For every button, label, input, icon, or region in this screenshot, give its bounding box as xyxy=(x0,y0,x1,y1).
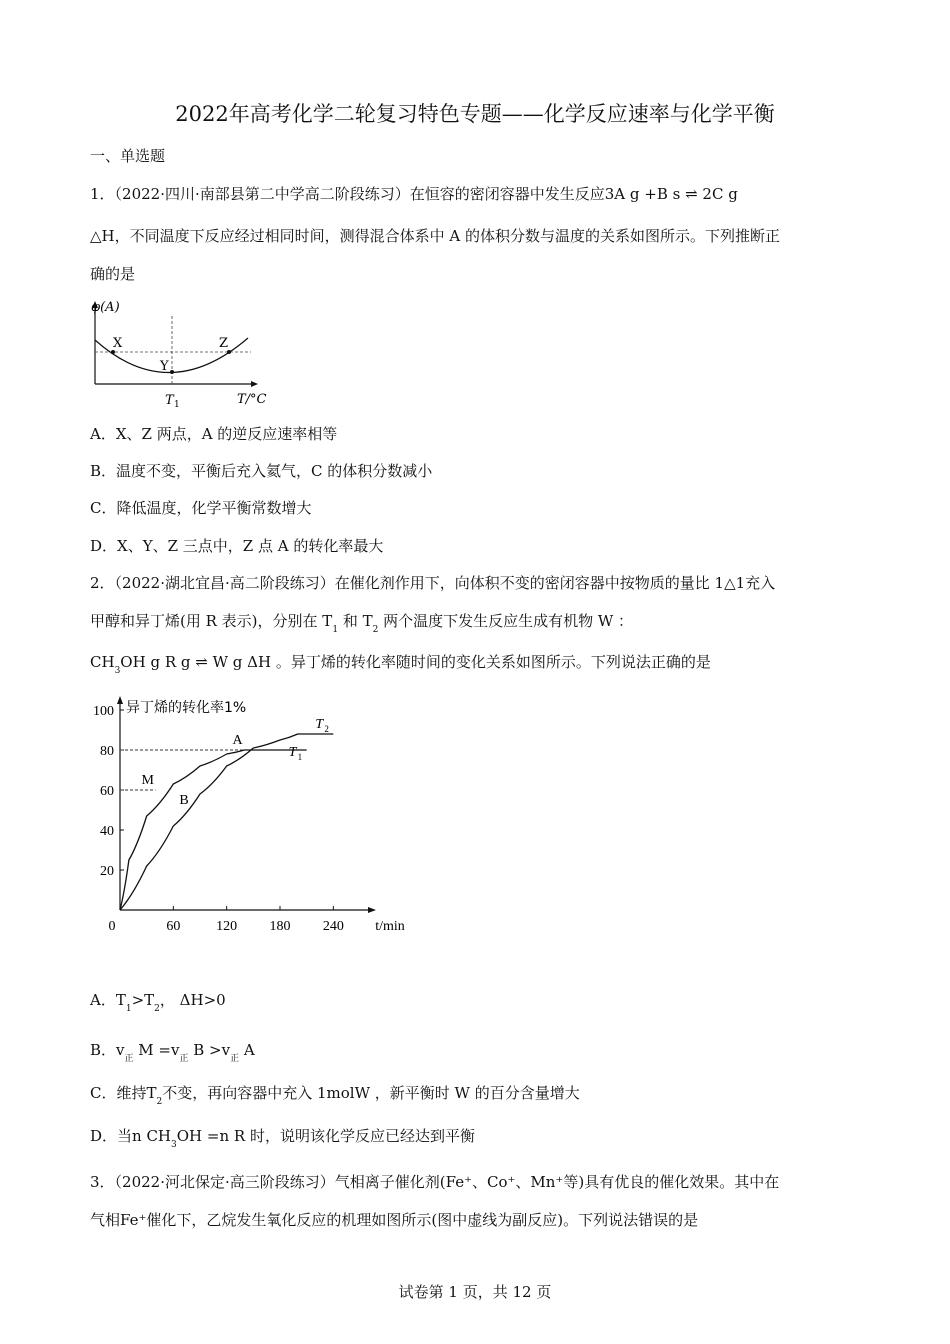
q2-line2-b: 和 T xyxy=(338,612,373,630)
q1-label-x: X xyxy=(113,336,123,351)
q1-option-d: D．X、Y、Z 三点中，Z 点 A 的转化率最大 xyxy=(90,537,384,555)
q2-option-c-sub: 2 xyxy=(156,1097,163,1107)
q1-line3: 确的是 xyxy=(90,265,136,283)
q1-figure xyxy=(85,296,275,414)
q2-series-label-t1: T xyxy=(288,745,297,760)
q2-series-label-t2: T xyxy=(315,717,324,732)
q2-chart-title: 异丁烯的转化率1% xyxy=(126,700,247,716)
q2-option-c-text: C．维持T xyxy=(90,1084,157,1102)
q2-option-c xyxy=(90,1083,580,1112)
q2-option-d-end: OH =n R 时，说明该化学反应已经达到平衡 xyxy=(176,1127,475,1145)
q1-point-y xyxy=(170,370,174,374)
q2-line3-a: CH xyxy=(90,653,115,671)
q1-label-z: Z xyxy=(219,336,229,351)
q2-point-label-b: B xyxy=(179,793,189,808)
q1-y-label: φ(A) xyxy=(91,300,120,315)
q2-option-a-text: A．T xyxy=(90,991,126,1009)
q2-option-b-mid2: B >v xyxy=(188,1041,231,1059)
q2-y-tick-label: 60 xyxy=(100,784,114,799)
q2-option-b-mid1: M =v xyxy=(133,1041,180,1059)
q2-y-tick-label: 20 xyxy=(100,864,114,879)
q2-x-tick-label: 60 xyxy=(166,919,181,934)
q2-point-label-a: A xyxy=(232,733,243,748)
q2-option-b xyxy=(90,1040,255,1069)
q1-line2: △H，不同温度下反应经过相同时间，测得混合体系中 A 的体积分数与温度的关系如图所示。下列推断正 xyxy=(90,227,780,245)
q2-y-arrow xyxy=(117,696,123,704)
q1-option-b: B．温度不变，平衡后充入氦气，C 的体积分数减小 xyxy=(90,462,433,480)
q2-option-b-end: A xyxy=(239,1041,255,1059)
q1-option-a: A．X、Z 两点，A 的逆反应速率相等 xyxy=(90,425,338,443)
q2-option-d-sub: 3 xyxy=(171,1140,177,1150)
q2-x-tick-label: 0 xyxy=(108,919,116,934)
q2-line2 xyxy=(90,611,633,640)
q2-option-d xyxy=(90,1126,475,1155)
q1-line1: 1．（2022·四川·南部县第二中学高二阶段练习）在恒容的密闭容器中发生反应3A g +B s ⇌ 2C g xyxy=(90,185,738,203)
q2-option-a-mid: >T xyxy=(131,991,155,1009)
q2-line2-a: 甲醇和异丁烯(用 R 表示)，分别在 T xyxy=(90,612,333,630)
q3-line1: 3．（2022·河北保定·高三阶段练习）气相离子催化剂(Fe⁺、Co⁺、Mn⁺等)具有优良的催化效果。其中在 xyxy=(90,1173,780,1191)
q2-option-a-sub1: 1 xyxy=(125,1004,132,1014)
q2-option-a-sub2: 2 xyxy=(154,1004,160,1014)
section-heading: 一、单选题 xyxy=(90,147,166,165)
q2-y-tick-label: 100 xyxy=(93,704,114,719)
q1-x-tick-sub: 1 xyxy=(174,400,180,410)
q2-option-b-sub2: 正 xyxy=(179,1054,189,1064)
q2-x-tick-label: 180 xyxy=(269,919,291,934)
q2-x-label: t/min xyxy=(375,919,405,934)
q1-label-y: Y xyxy=(160,359,169,374)
q2-option-c-end: 不变，再向容器中充入 1molW ，新平衡时 W 的百分含量增大 xyxy=(162,1084,580,1102)
q2-option-a xyxy=(90,990,226,1019)
q2-option-b-sub1: 正 xyxy=(124,1054,134,1064)
q2-line2-sub1: 1 xyxy=(332,625,339,635)
q1-option-c: C．降低温度，化学平衡常数增大 xyxy=(90,499,312,517)
q2-line1: 2．（2022·湖北宜昌·高二阶段练习）在催化剂作用下，向体积不变的密闭容器中按物质的量比 1△1充入 xyxy=(90,574,776,592)
q1-x-arrow xyxy=(251,381,258,387)
q2-x-tick-label: 240 xyxy=(322,919,344,934)
q1-x-tick: T xyxy=(165,393,174,408)
q2-line3-sub: 3 xyxy=(114,666,121,676)
q2-series-label-sub-t1: 1 xyxy=(297,752,303,762)
q2-option-a-end: ， ΔH>0 xyxy=(159,991,226,1009)
q2-option-b-sub3: 正 xyxy=(230,1054,240,1064)
q2-series-label-sub-t2: 2 xyxy=(324,724,329,734)
q2-line3 xyxy=(90,652,711,681)
q2-option-d-text: D．当n CH xyxy=(90,1127,172,1145)
q2-y-tick-label: 40 xyxy=(100,824,114,839)
q2-line2-c: 两个温度下发生反应生成有机物 W ： xyxy=(378,612,634,630)
q2-chart xyxy=(85,690,415,935)
q2-y-tick-label: 80 xyxy=(100,744,114,759)
q2-line3-b: OH g R g ⇌ W g ΔH 。异丁烯的转化率随时间的变化关系如图所示。下列说法正确的是 xyxy=(120,653,711,671)
q2-point-label-m: M xyxy=(141,773,155,788)
q3-line2: 气相Fe⁺催化下，乙烷发生氧化反应的机理如图所示(图中虚线为副反应)。下列说法错误的是 xyxy=(90,1211,699,1229)
q2-x-arrow xyxy=(368,907,376,913)
q2-option-b-text: B．v xyxy=(90,1041,125,1059)
q1-x-label: T/°C xyxy=(237,392,267,407)
page-footer: 试卷第 1 页，共 12 页 xyxy=(398,1283,552,1301)
page-title: 2022年高考化学二轮复习特色专题——化学反应速率与化学平衡 xyxy=(175,102,775,126)
q2-line2-sub2: 2 xyxy=(372,625,379,635)
q2-x-tick-label: 120 xyxy=(216,919,238,934)
